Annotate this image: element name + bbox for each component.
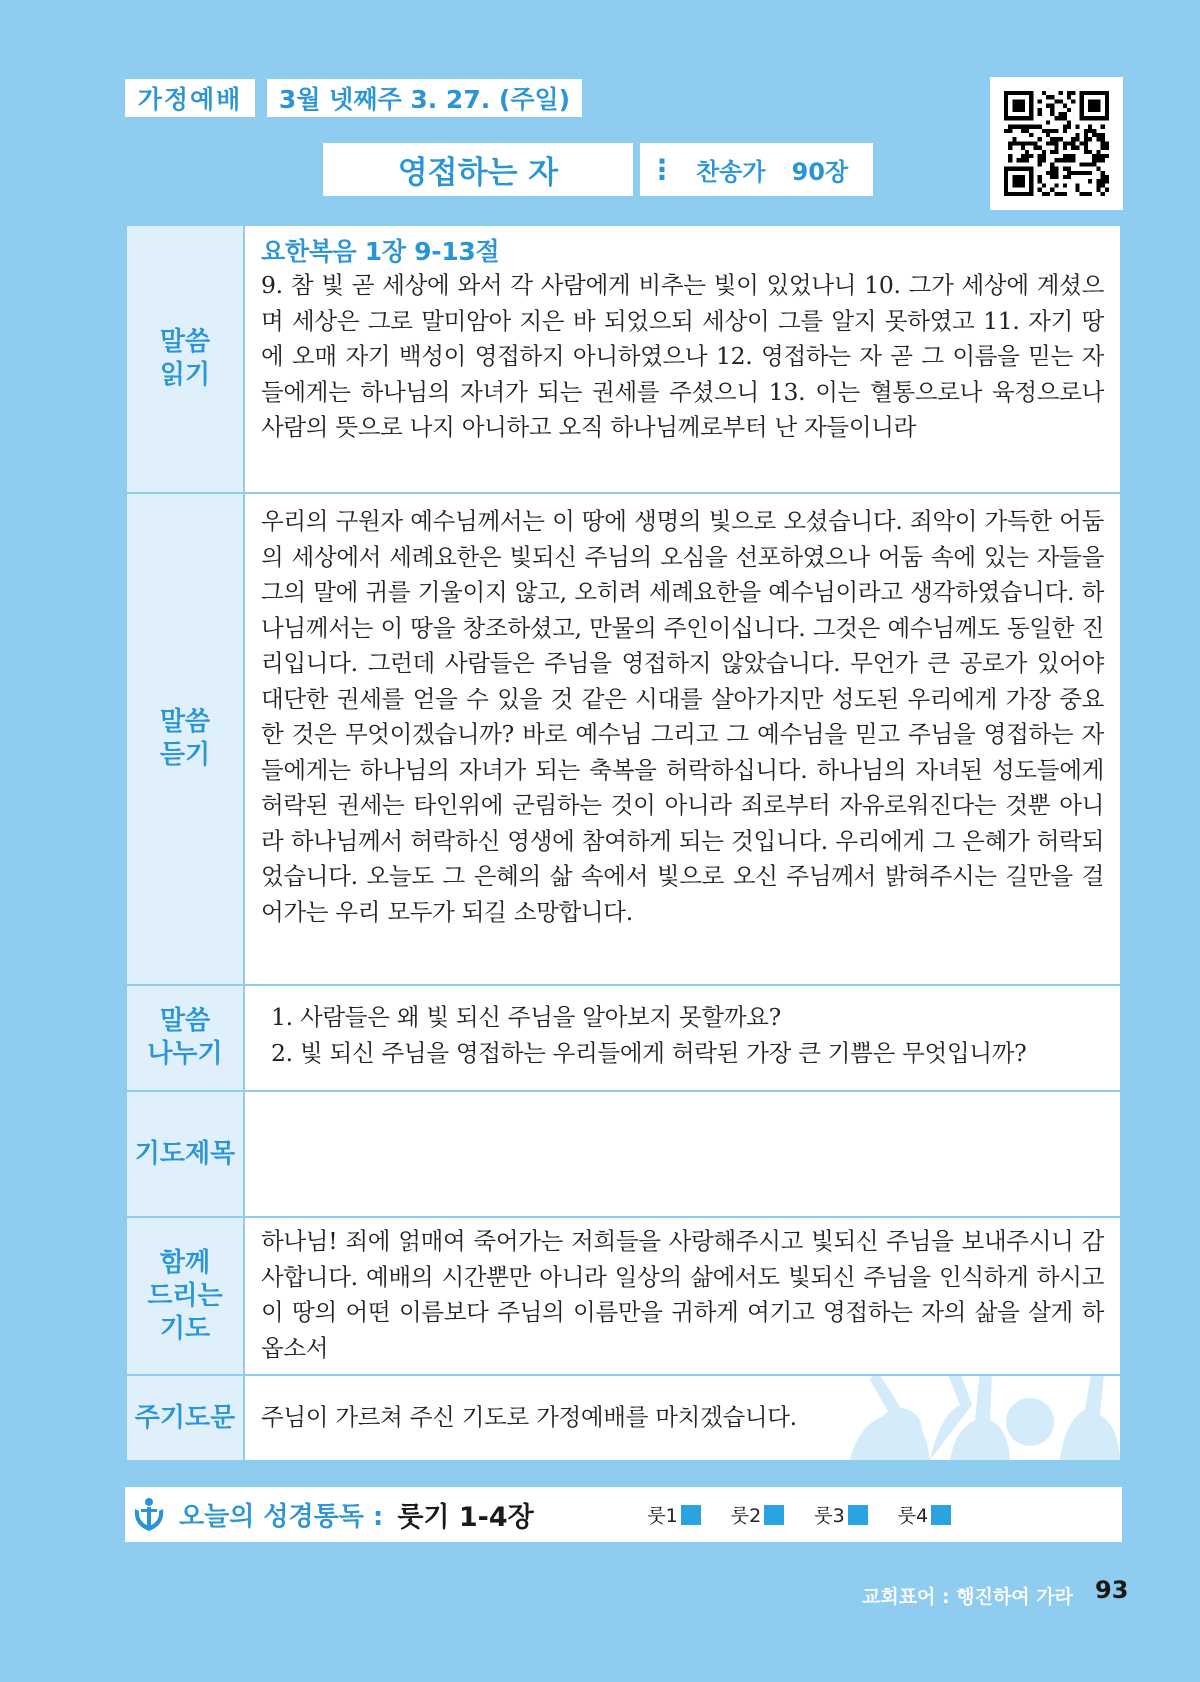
prayer-text: 하나님! 죄에 얽매여 죽어가는 저희들을 사랑해주시고 빛되신 주님을 보내주시니 감사합니다. 예배의 시간뿐만 아니라 일상의 삶에서도 빛되신 주님을 인식하게 하시고 이 땅의 어떤 이름보다 주님의 이름만을 귀하게 여기고 영접하는 자의 삶을 살게 하옵소서 (244, 1217, 1121, 1375)
section-lords-prayer (126, 1375, 1121, 1461)
sharing-questions (244, 985, 1121, 1091)
hymn-number: 90장 (791, 158, 849, 186)
checkbox-icon[interactable] (931, 1505, 951, 1525)
section-label: 말씀 읽기 (126, 225, 244, 493)
reading-check-ruth-3[interactable]: 룻3 (814, 1501, 867, 1528)
qr-code-icon[interactable] (990, 77, 1123, 210)
sermon-text: 우리의 구원자 예수님께서는 이 땅에 생명의 빛으로 오셨습니다. 죄악이 가득한 어둠의 세상에서 세례요한은 빛되신 주님의 오심을 선포하였으나 어둠 속에 있는 자들을 그의 말에 귀를 기울이지 않고, 오히려 세례요한을 예수님이라고 생각하였습니다. 하나님께서는 이 땅을 창조하셨고, 만물의 주인이십니다. 그것은 예수님께도 동일한 진리입니다. 그런데 사람들은 주님을 영접하지 않았습니다. 무언가 큰 공로가 있어야 대단한 권세를 얻을 수 있을 것 같은 시대를 살아가지만 성도된 우리에게 가장 중요한 것은 무엇이겠습니까? 바로 예수님 그리고 그 예수님을 믿고 주님을 영접하는 자들에게는 하나님의 자녀가 되는 축복을 허락하십니다. 하나님의 자녀된 성도들에게 허락된 권세는 타인위에 군림하는 것이 아니라 죄로부터 자유로워진다는 것뿐 아니라 하나님께서 허락하신 영생에 참여하게 되는 것입니다. 우리에게 그 은혜가 허락되었습니다. 오늘도 그 은혜의 삶 속에서 빛으로 오신 주님께서 밝혀주시는 길만을 걸어가는 우리 모두가 되길 소망합니다. (244, 493, 1121, 985)
section-label: 기도제목 (126, 1091, 244, 1217)
bible-reading-bar (125, 1487, 1122, 1542)
question-item: 2. 빛 되신 주님을 영접하는 우리들에게 허락된 가장 큰 기쁨은 무엇입니까? (271, 1038, 1027, 1067)
page-number: 93 (1095, 1576, 1129, 1604)
worship-table (125, 224, 1122, 1462)
bible-reading-icon (129, 1495, 169, 1535)
section-sharing (126, 985, 1121, 1091)
hymn-dots: ⋮ (648, 153, 674, 186)
hymn-box (640, 143, 873, 196)
section-content (244, 225, 1121, 493)
section-label: 말씀 나누기 (126, 985, 244, 1091)
reading-label: 오늘의 성경통독 : (179, 1502, 384, 1532)
prayer-topics-field[interactable] (244, 1091, 1121, 1217)
section-together-prayer (126, 1217, 1121, 1375)
sermon-title: 영접하는 자 (323, 143, 633, 196)
reading-book: 룻기 1-4장 (397, 1502, 534, 1533)
section-label: 말씀 듣기 (126, 493, 244, 985)
checkbox-icon[interactable] (764, 1505, 784, 1525)
scripture-text: 9. 참 빛 곧 세상에 와서 각 사람에게 비추는 빛이 있었나니 10. 그가 세상에 계셨으며 세상은 그로 말미암아 지은 바 되었으되 세상이 그를 알지 못하였고 11. 자기 땅에 오매 자기 백성이 영접하지 아니하였으나 12. 영접하는 자 곧 그 이름을 믿는 자들에게는 하나님의 자녀가 되는 권세를 주셨으니 13. 이는 혈통으로나 육정으로나 사람의 뜻으로 나지 아니하고 오직 하나님께로부터 난 자들이니라 (261, 271, 1104, 441)
reading-check-ruth-2[interactable]: 룻2 (731, 1501, 784, 1528)
section-sermon (126, 493, 1121, 985)
section-label: 주기도문 (126, 1375, 244, 1461)
checkbox-icon[interactable] (848, 1505, 868, 1525)
church-motto: 교회표어 : 행진하여 가라 (862, 1586, 1073, 1608)
question-item: 1. 사람들은 왜 빛 되신 주님을 알아보지 못할까요? (271, 1003, 781, 1031)
hymn-label: 찬송가 (696, 158, 766, 186)
passage-reference: 요한복음 1장 9-13절 (261, 237, 500, 266)
checkbox-icon[interactable] (681, 1505, 701, 1525)
section-label: 함께 드리는 기도 (126, 1217, 244, 1375)
section-bible-reading (126, 225, 1121, 493)
reading-check-ruth-4[interactable]: 룻4 (898, 1501, 951, 1528)
date-label: 3월 넷째주 3. 27. (주일) (267, 79, 582, 117)
reading-check-ruth-1[interactable]: 룻1 (647, 1501, 700, 1528)
lords-prayer-text: 주님이 가르쳐 주신 기도로 가정예배를 마치겠습니다. (244, 1375, 1121, 1461)
service-label: 가정예배 (125, 79, 255, 117)
section-prayer-topics (126, 1091, 1121, 1217)
